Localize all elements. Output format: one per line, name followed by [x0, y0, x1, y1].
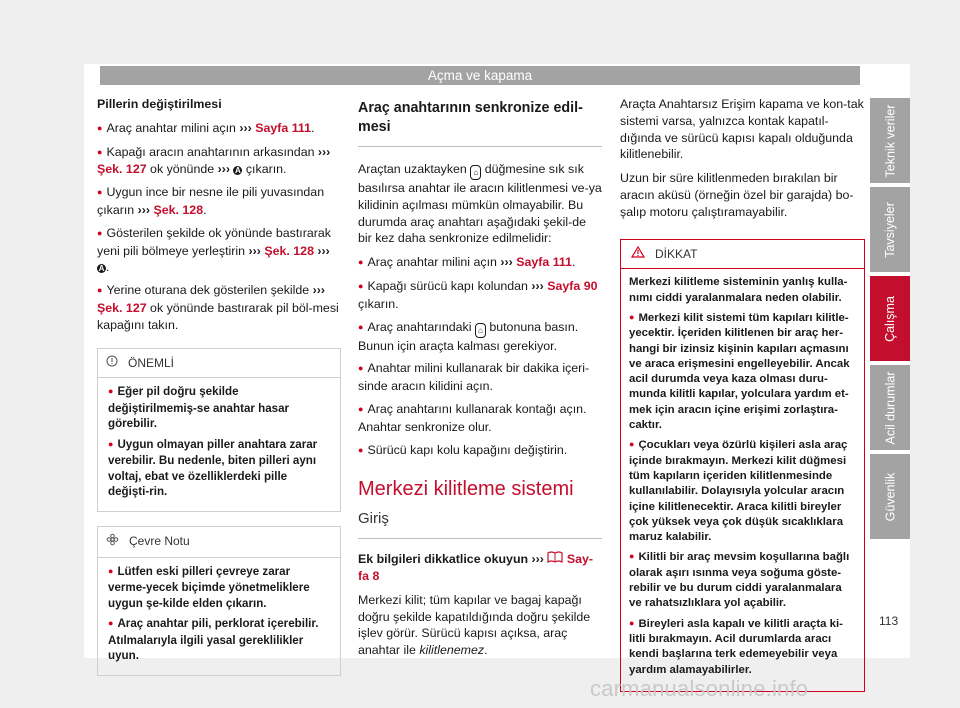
paragraph: Araçta Anahtarsız Erişim kapama ve kon-tak sistemi varsa, yalnızca kontak kapatıl-dığında ve sürücü kapısı kapalı olduğunda kilitlenebilir. — [620, 97, 864, 162]
tab-teknik-veriler[interactable]: Teknik veriler — [870, 98, 910, 183]
list-item: ● Lütfen eski pilleri çevreye zarar verme-yecek biçimde yönetmeliklere uygun şe-kilde elden çıkarın. — [108, 564, 330, 612]
chapter-subtitle: Giriş — [358, 511, 602, 539]
warning-triangle-icon — [631, 246, 645, 263]
page-link[interactable]: Say-fa 8 — [358, 552, 593, 583]
paragraph: Araçtan uzaktayken ⌂ düğmesine sık sık basılırsa anahtar ile aracın kilitlenmesi ve-ya kilidinin açılması mümkün olmayabilir. Bu durumda araç anahtarı aşağıdaki şekil-de bir kez daha senkronize edilmelidir: — [358, 162, 602, 246]
tab-tavsiyeler[interactable]: Tavsiyeler — [870, 187, 910, 272]
notice-title: ÖNEMLİ — [128, 355, 175, 370]
page-number: 113 — [879, 614, 899, 628]
callout-a-icon: A — [235, 166, 241, 176]
list-item: ● Uygun olmayan piller anahtara zarar verebilir. Bu nedenle, biten pilleri aynı voltaj, ebat ve özelliklerdeki pille değişti-rin. — [108, 437, 330, 500]
list-item: ● Kapağı sürücü kapı kolundan ››› Sayfa 90 çıkarın. — [358, 278, 602, 313]
environment-note-title: Çevre Notu — [129, 534, 190, 549]
paragraph: Merkezi kilit; tüm kapılar ve bagaj kapağı doğru şekilde kapatıldığında doğru şekilde işlev görür. Sürücü kapısı açıksa, araç anahtar ile kilitlenemez. — [358, 592, 591, 658]
list-item: ● Bireyleri asla kapalı ve kilitli araçta ki-litli bırakmayın. Acil durumlarda aracı kendi başlarına terk edemeyebilir veya yardım alamayabilirler. — [629, 617, 856, 678]
tab-calisma[interactable]: Çalışma — [870, 276, 910, 361]
flower-icon — [106, 533, 119, 551]
section-heading: Pillerin değiştirilmesi — [97, 97, 222, 111]
list-item: ● Gösterilen şekilde ok yönünde bastırarak yeni pili bölmeye yerleştirin ››› Şek. 128 ››› A . — [97, 225, 341, 276]
list-item: ● Anahtar milini kullanarak bir dakika içeri-sinde aracın kilidini açın. — [358, 360, 602, 395]
figure-link[interactable]: Şek. 127 — [97, 300, 147, 315]
key-lock-button-icon: ⌂ — [470, 165, 481, 180]
notice-body — [98, 378, 340, 511]
list-item: ● Araç anahtarındaki ⌂ butonuna basın. Bunun için araçta kalması gerekiyor. — [358, 319, 602, 355]
tab-guvenlik[interactable]: Güvenlik — [870, 454, 910, 539]
list-item: ● Kilitli bir araç mevsim koşullarına bağlı olarak aşırı ısınma veya soğuma göste-rebilir ve bu durum ciddi yaralanmalara ve rahatsızlıklara yol açabilir. — [629, 550, 856, 611]
figure-link[interactable]: Şek. 128 — [260, 243, 314, 258]
warning-intro: Merkezi kilitleme sisteminin yanlış kulla-nımı ciddi yaralanmalara neden olabilir. — [629, 276, 848, 304]
list-item: ● Uygun ince bir nesne ile pili yuvasından çıkarın ››› Şek. 128. — [97, 184, 341, 219]
warning-header — [621, 240, 864, 270]
page-header: Açma ve kapama — [100, 66, 860, 85]
chapter-title: Merkezi kilitleme sistemi — [358, 478, 574, 501]
page-link[interactable]: Sayfa 111 — [251, 120, 312, 135]
list-item: ● Merkezi kilit sistemi tüm kapıları kilitle-yecektir. İçeriden kilitlenen bir araç her-hangi bir izinsiz kişinin kapıları açmasını ve araca erişmesini engelleyebilir. Ancak acil durumda veya kaza olması duru-munda kilitli kapılar, yolculara yardım et-mek için aracın içine erişimi zorlaştıra-caktır. — [629, 311, 856, 433]
page-link[interactable]: Sayfa 111 — [512, 255, 573, 270]
column-middle — [358, 96, 602, 666]
column-right — [620, 96, 865, 692]
figure-link[interactable]: Şek. 127 — [97, 162, 147, 177]
column-left — [97, 96, 341, 688]
page-link[interactable]: Sayfa 90 — [543, 278, 598, 293]
list-item: ● Araç anahtar milini açın ››› Sayfa 111. — [97, 120, 341, 138]
environment-note-box — [97, 526, 341, 676]
warning-body — [621, 269, 864, 690]
list-item: ● Araç anahtar pili, perklorat içerebilir. Atılmalarıyla ilgili yasal gereklilikler uyun. — [108, 616, 330, 664]
list-item: ● Yerine oturana dek gösterilen şekilde ››› Şek. 127 ok yönünde bastırarak pil böl-mesi kapağını takın. — [97, 282, 341, 333]
chapter-tabs — [870, 98, 910, 543]
figure-link[interactable]: Şek. 128 — [150, 202, 204, 217]
list-item: ● Sürücü kapı kolu kapağını değiştirin. — [358, 442, 602, 460]
environment-note-header — [98, 527, 340, 558]
list-item: ● Araç anahtar milini açın ››› Sayfa 111. — [358, 254, 602, 272]
notice-box — [97, 348, 341, 512]
tab-acil-durumlar[interactable]: Acil durumlar — [870, 365, 910, 450]
notice-header — [98, 349, 340, 379]
reference-note: Ek bilgileri dikkatlice okuyun ››› Say-fa 8 — [358, 552, 593, 583]
key-lock-button-icon: ⌂ — [475, 323, 486, 338]
book-icon — [547, 552, 563, 566]
warning-title: DİKKAT — [655, 246, 698, 261]
info-circle-icon — [106, 355, 118, 372]
watermark: carmanualsonline.info — [590, 676, 809, 701]
list-item: ● Araç anahtarını kullanarak kontağı açın. Anahtar senkronize olur. — [358, 401, 602, 436]
section-title: Araç anahtarının senkronize edil-mesi — [358, 96, 602, 147]
list-item: ● Çocukları veya özürlü kişileri asla araç içinde bırakmayın. Merkezi kilit düğmesi tüm kapıların içeriden kilitlenmesinde kullanılabilir. Dolayısıyla yolcular aracın içine kilitlenecektir. Araca kilitli bireyler çok yüksek veya çok düşük sıcaklıklara maruz kalabilir. — [629, 438, 856, 545]
warning-box — [620, 239, 865, 692]
environment-note-body — [98, 558, 340, 675]
callout-a-icon: A — [98, 264, 105, 274]
list-item: ● Kapağı aracın anahtarının arkasından ››› Şek. 127 ok yönünde ››› A çıkarın. — [97, 144, 341, 179]
paragraph: Uzun bir süre kilitlenmeden bırakılan bir aracın aküsü (örneğin özel bir garajda) bo-şalıp motoru çalıştıramayabilir. — [620, 171, 854, 219]
list-item: ● Eğer pil doğru şekilde değiştirilmemiş-se anahtar hasar görebilir. — [108, 384, 330, 432]
